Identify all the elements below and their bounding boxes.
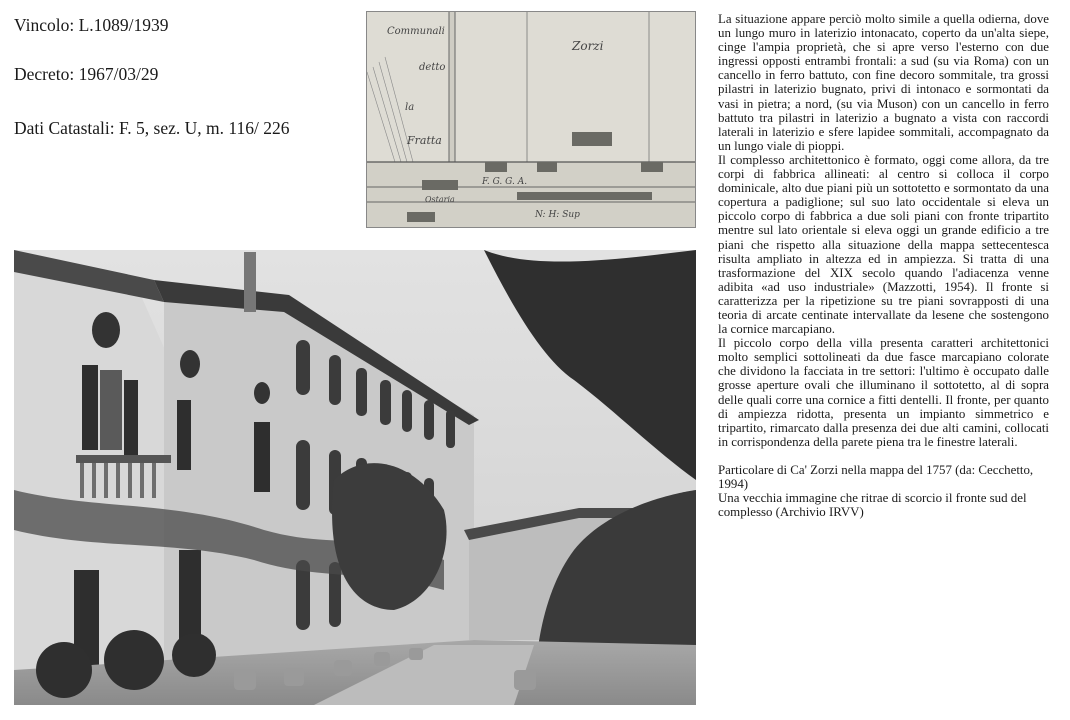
map-label-ostaria: Ostaria [425, 195, 455, 204]
paragraph-1: La situazione appare perciò molto simile a quella odierna, dove un lungo muro in laterizio intonacato, coperto da un'alta siepe, cinge l'ampia proprietà, che si apre verso l'esterno con due ingressi opposti entrambi frontali: a sud (su via Roma) con un cancello in ferro battuto, con fine decoro sommitale, tra grossi pilastri in laterizio bugnato, privi di intonaco e sormontati da vasi in pietra; a nord, (su via Muson) con un cancello in ferro battuto tra pilastri in laterizio a bugnato a vista con raccordi laterali in laterizio e sfere lapidee sommitali, accompagnato da un lungo viale di pioppi. [718, 12, 1049, 153]
paragraph-2: Il complesso architettonico è formato, oggi come allora, da tre corpi di fabbrica allineati: al centro si colloca il corpo dominicale, alto due piani più un sottotetto e sormontato da una copertura a padiglione; sul suo lato occidentale si eleva un piccolo corpo di fabbrica a due soli piani con fronte tripartito mentre sul lato orientale si eleva oggi un grande edificio a tre piani che rispetto alla situazione della mappa settecentesca risulta ampliato in altezza ed in ampiezza. Si tratta di una trasformazione del XIX secolo quando l'adiacenza venne adibita «ad uso industriale» (Mazzotti, 1954). Il fronte si caratterizza per la ripetizione su tre piani sovrapposti di una teoria di arcate centinate intervallate da lesene che sostengono la cornice marcapiano. [718, 152, 1049, 337]
map-label-la: la [405, 102, 415, 113]
map-label-zorzi: Zorzi [572, 39, 604, 53]
map-label-communal: Communali [387, 26, 445, 37]
catasto-label: Dati Catastali: F. 5, sez. U, m. 116/ 226 [14, 118, 290, 138]
decreto-label: Decreto: 1967/03/29 [14, 64, 159, 84]
vincolo-label: Vincolo: L.1089/1939 [14, 15, 169, 35]
map-label-letters: F. G. G. A. [482, 177, 528, 187]
map-label-bottom: N: H: Sup [535, 210, 580, 220]
villa-photograph [14, 250, 696, 705]
photo-caption: Una vecchia immagine che ritrae di scorcio il fronte sud del complesso (Archivio IRVV) [718, 491, 1027, 520]
historical-map-image [366, 11, 696, 228]
map-caption: Particolare di Ca' Zorzi nella mappa del 1757 (da: Cecchetto, 1994) [718, 462, 1034, 491]
description-column [718, 12, 1049, 519]
map-label-detto: detto [419, 62, 446, 73]
map-label-fratta: Fratta [407, 134, 442, 147]
paragraph-3: Il piccolo corpo della villa presenta caratteri architettonici molto semplici sottolineati da due fasce marcapiano colorate che dividono la facciata in tre settori: l'ultimo è occupato dalle grosse aperture ovali che illuminano il sottotetto, al di sopra delle quali corre una cornice a fitti dentelli. Il fronte, per quanto di ampiezza ridotta, presenta un impianto simmetrico e tripartito, rimarcato dalla presenza dei due alti camini, collocati in corrispondenza della parete piena tra le finestre laterali. [718, 336, 1049, 449]
